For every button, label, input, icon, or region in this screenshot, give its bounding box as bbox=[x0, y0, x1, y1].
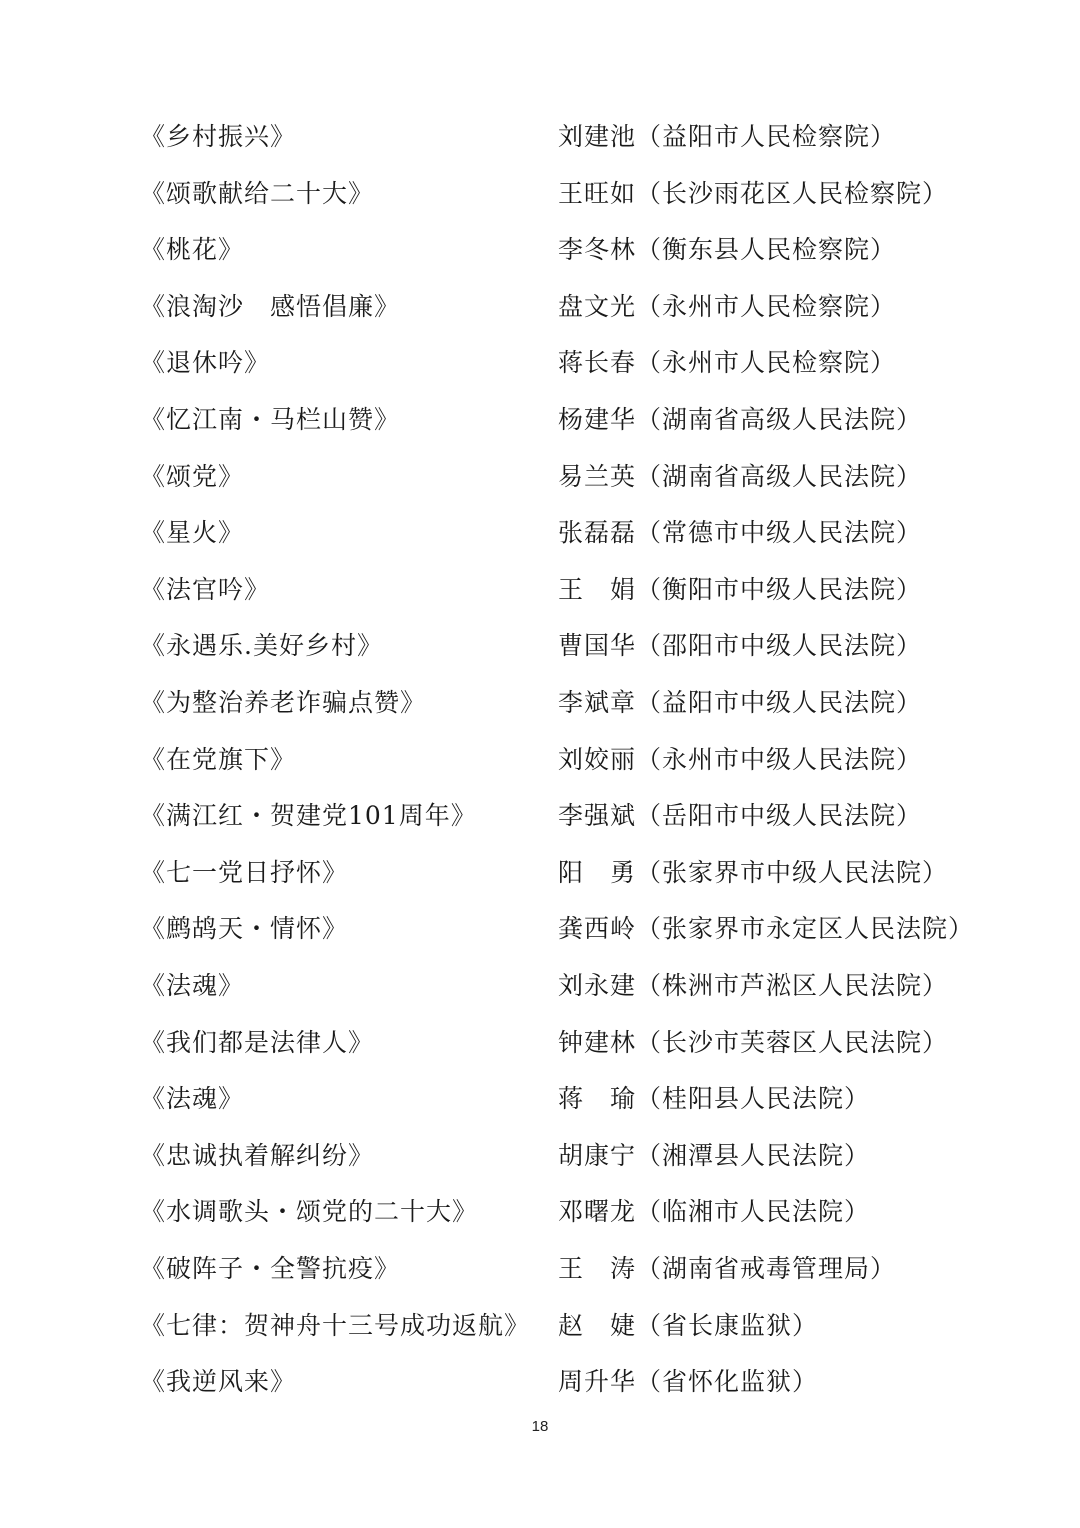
entry-author: 龚西岭（张家界市永定区人民法院） bbox=[558, 914, 975, 943]
entry-title: 《我逆风来》 bbox=[140, 1367, 297, 1396]
entry-author: 易兰英（湖南省高级人民法院） bbox=[558, 462, 923, 491]
list-item bbox=[0, 966, 1080, 1006]
list-item bbox=[0, 796, 1080, 836]
entry-author: 张磊磊（常德市中级人民法院） bbox=[558, 518, 923, 547]
entry-author: 刘建池（益阳市人民检察院） bbox=[558, 122, 897, 151]
entry-author: 胡康宁（湘潭县人民法院） bbox=[558, 1141, 871, 1170]
entry-title: 《法魂》 bbox=[140, 1084, 245, 1113]
entry-title: 《退休吟》 bbox=[140, 348, 271, 377]
entry-author: 王 涛（湖南省戒毒管理局） bbox=[558, 1254, 897, 1283]
list-item bbox=[0, 909, 1080, 949]
list-item bbox=[0, 570, 1080, 610]
entry-author: 钟建林（长沙市芙蓉区人民法院） bbox=[558, 1028, 949, 1057]
entry-author: 阳 勇（张家界市中级人民法院） bbox=[558, 858, 949, 887]
entry-author: 李强斌（岳阳市中级人民法院） bbox=[558, 801, 923, 830]
list-item bbox=[0, 626, 1080, 666]
entry-title: 《星火》 bbox=[140, 518, 245, 547]
list-item bbox=[0, 1192, 1080, 1232]
entry-author: 杨建华（湖南省高级人民法院） bbox=[558, 405, 923, 434]
entry-title: 《鹧鸪天・情怀》 bbox=[140, 914, 349, 943]
list-item bbox=[0, 1079, 1080, 1119]
list-item bbox=[0, 683, 1080, 723]
entry-author: 王旺如（长沙雨花区人民检察院） bbox=[558, 179, 949, 208]
list-item bbox=[0, 1023, 1080, 1063]
list-item bbox=[0, 740, 1080, 780]
entry-author: 盘文光（永州市人民检察院） bbox=[558, 292, 897, 321]
entry-title: 《乡村振兴》 bbox=[140, 122, 297, 151]
list-item bbox=[0, 853, 1080, 893]
entry-title: 《七律：贺神舟十三号成功返航》 bbox=[140, 1311, 531, 1340]
list-item bbox=[0, 513, 1080, 553]
entry-title: 《满江红・贺建党101周年》 bbox=[140, 801, 477, 830]
list-item bbox=[0, 1306, 1080, 1346]
list-item bbox=[0, 1249, 1080, 1289]
list-item bbox=[0, 400, 1080, 440]
entry-title: 《颂党》 bbox=[140, 462, 245, 491]
list-item bbox=[0, 230, 1080, 270]
entry-title: 《法魂》 bbox=[140, 971, 245, 1000]
entry-title: 《法官吟》 bbox=[140, 575, 271, 604]
entry-author: 周升华（省怀化监狱） bbox=[558, 1367, 819, 1396]
entry-author: 王 娟（衡阳市中级人民法院） bbox=[558, 575, 923, 604]
entry-title: 《桃花》 bbox=[140, 235, 245, 264]
entry-author: 李斌章（益阳市中级人民法院） bbox=[558, 688, 923, 717]
list-item bbox=[0, 457, 1080, 497]
entry-title: 《在党旗下》 bbox=[140, 745, 297, 774]
entry-author: 赵 婕（省长康监狱） bbox=[558, 1311, 819, 1340]
entry-author: 曹国华（邵阳市中级人民法院） bbox=[558, 631, 923, 660]
entry-title: 《浪淘沙 感悟倡廉》 bbox=[140, 292, 401, 321]
entry-title: 《七一党日抒怀》 bbox=[140, 858, 349, 887]
entry-title: 《为整治养老诈骗点赞》 bbox=[140, 688, 427, 717]
entry-author: 邓曙龙（临湘市人民法院） bbox=[558, 1197, 871, 1226]
entry-title: 《破阵子・全警抗疫》 bbox=[140, 1254, 401, 1283]
page-number: 18 bbox=[531, 1418, 549, 1435]
entry-author: 刘永建（株洲市芦淞区人民法院） bbox=[558, 971, 949, 1000]
entry-title: 《忆江南・马栏山赞》 bbox=[140, 405, 401, 434]
entry-author: 李冬林（衡东县人民检察院） bbox=[558, 235, 897, 264]
list-item bbox=[0, 287, 1080, 327]
entry-title: 《颂歌献给二十大》 bbox=[140, 179, 375, 208]
entry-title: 《水调歌头・颂党的二十大》 bbox=[140, 1197, 479, 1226]
entry-title: 《忠诚执着解纠纷》 bbox=[140, 1141, 375, 1170]
entry-title: 《我们都是法律人》 bbox=[140, 1028, 375, 1057]
list-item bbox=[0, 174, 1080, 214]
entry-author: 蒋长春（永州市人民检察院） bbox=[558, 348, 897, 377]
entry-title: 《永遇乐.美好乡村》 bbox=[140, 631, 383, 660]
list-item bbox=[0, 343, 1080, 383]
list-item bbox=[0, 1136, 1080, 1176]
list-item bbox=[0, 1362, 1080, 1402]
entry-author: 刘姣丽（永州市中级人民法院） bbox=[558, 745, 923, 774]
list-item bbox=[0, 117, 1080, 157]
entry-author: 蒋 瑜（桂阳县人民法院） bbox=[558, 1084, 871, 1113]
